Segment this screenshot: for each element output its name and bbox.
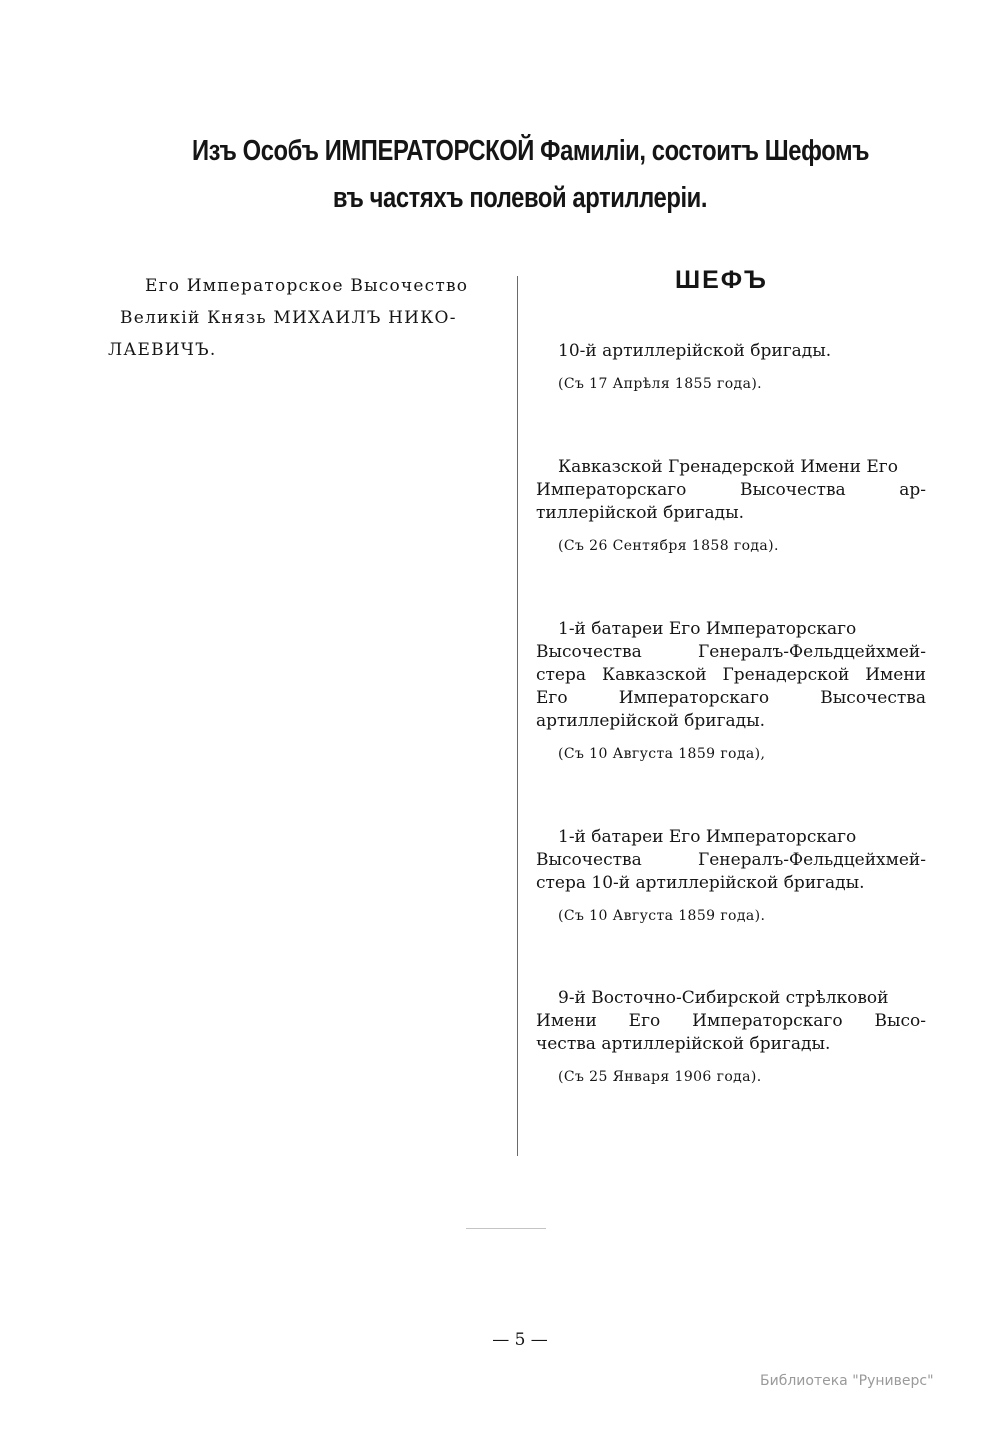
entry-4-date: (Съ 10 Августа 1859 года).	[558, 908, 766, 924]
page-title	[192, 128, 870, 222]
entry-2-line-2: Императорскаго Высочества ар-	[536, 480, 926, 500]
library-watermark: Библиотека "Руниверс"	[760, 1373, 934, 1389]
entry-2	[536, 456, 926, 558]
entry-5-line-3: чества артиллерiйской бригады.	[536, 1034, 831, 1054]
entry-1	[536, 340, 926, 396]
title-line-2: въ частяхъ полевой артиллерiи.	[332, 182, 708, 214]
entry-5-line-2: Имени Его Императорскаго Высо-	[536, 1011, 926, 1031]
person-name-block	[108, 270, 518, 366]
page-number: — 5 —	[492, 1330, 548, 1350]
title-line-1: Изъ Особъ ИМПЕРАТОРСКОЙ Фамилiи, состоитъ Шефомъ	[192, 135, 870, 167]
person-line-1: Его Императорское Высочество	[145, 276, 469, 296]
entry-5-line-1: 9-й Восточно-Сибирской стрѣлковой	[558, 988, 889, 1008]
entry-5-date: (Съ 25 Января 1906 года).	[558, 1069, 762, 1085]
entry-4	[536, 826, 926, 928]
entry-3-line-2: Высочества Генералъ-Фельдцейхмей-	[536, 642, 926, 662]
column-divider	[517, 276, 518, 1156]
bottom-divider	[466, 1228, 546, 1229]
entry-2-date: (Съ 26 Сентября 1858 года).	[558, 538, 779, 554]
entry-4-line-1: 1-й батареи Его Императорскаго	[558, 827, 857, 847]
entry-5	[536, 987, 926, 1089]
chef-heading: ШЕФЪ	[675, 266, 768, 294]
entry-4-line-2: Высочества Генералъ-Фельдцейхмей-	[536, 850, 926, 870]
entry-2-line-3: тиллерiйской бригады.	[536, 503, 745, 523]
entry-3-line-1: 1-й батареи Его Императорскаго	[558, 619, 857, 639]
entry-3	[536, 618, 926, 766]
entry-2-line-1: Кавказской Гренадерской Имени Его	[558, 457, 898, 477]
entry-1-line-1: 10-й артиллерiйской бригады.	[558, 341, 832, 361]
entry-1-date: (Съ 17 Апрѣля 1855 года).	[558, 376, 763, 392]
entry-4-line-3: стера 10-й артиллерiйской бригады.	[536, 873, 865, 893]
entry-3-line-4: Его Императорскаго Высочества	[536, 688, 926, 708]
entry-3-line-5: артиллерiйской бригады.	[536, 711, 766, 731]
person-line-2: Великiй Князь МИХАИЛЪ НИКО-	[120, 308, 457, 328]
entry-3-line-3: стера Кавказской Гренадерской Имени	[536, 665, 926, 685]
person-line-3: ЛАЕВИЧЪ.	[108, 340, 217, 360]
entry-3-date: (Съ 10 Августа 1859 года),	[558, 746, 766, 762]
